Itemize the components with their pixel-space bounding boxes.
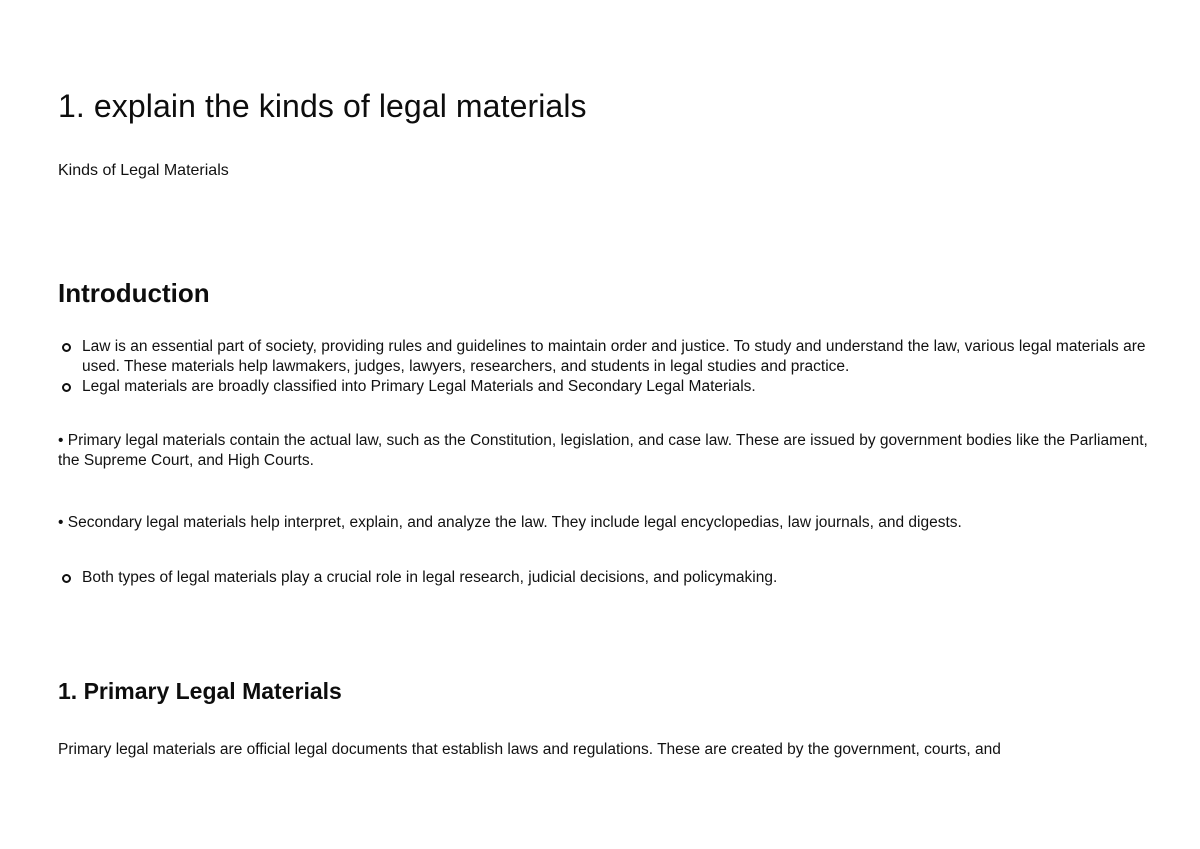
paragraph-secondary-summary: • Secondary legal materials help interpret, explain, and analyze the law. They include legal encyclopedias, law journals, and digests. (58, 514, 962, 531)
paragraph-primary-definition: Primary legal materials are official legal documents that establish laws and regulations. These are created by the government, courts, and (58, 741, 1001, 758)
list-item (58, 337, 1148, 377)
introduction-bullet-list (58, 337, 1148, 397)
hollow-circle-bullet-icon (62, 383, 71, 392)
list-item (58, 568, 1148, 588)
paragraph-primary-summary: • Primary legal materials contain the actual law, such as the Constitution, legislation, and case law. These are issued by government bodies like the Parliament, the Supreme Court, and High Courts. (58, 432, 1148, 469)
list-item-text: Legal materials are broadly classified into Primary Legal Materials and Secondary Legal Materials. (82, 378, 756, 395)
list-item-text: Both types of legal materials play a crucial role in legal research, judicial decisions, and policymaking. (82, 569, 778, 586)
list-item (58, 377, 1148, 397)
section-heading-primary-legal-materials: 1. Primary Legal Materials (58, 678, 342, 704)
page-title: 1. explain the kinds of legal materials (58, 88, 587, 124)
introduction-conclusion-list (58, 568, 1148, 588)
section-heading-introduction: Introduction (58, 278, 210, 308)
hollow-circle-bullet-icon (62, 574, 71, 583)
hollow-circle-bullet-icon (62, 343, 71, 352)
list-item-text: Law is an essential part of society, providing rules and guidelines to maintain order and justice. To study and understand the law, various legal materials are used. These materials help lawmakers, judges, lawyers, researchers, and students in legal studies and practice. (82, 338, 1146, 375)
document-subtitle: Kinds of Legal Materials (58, 162, 229, 179)
